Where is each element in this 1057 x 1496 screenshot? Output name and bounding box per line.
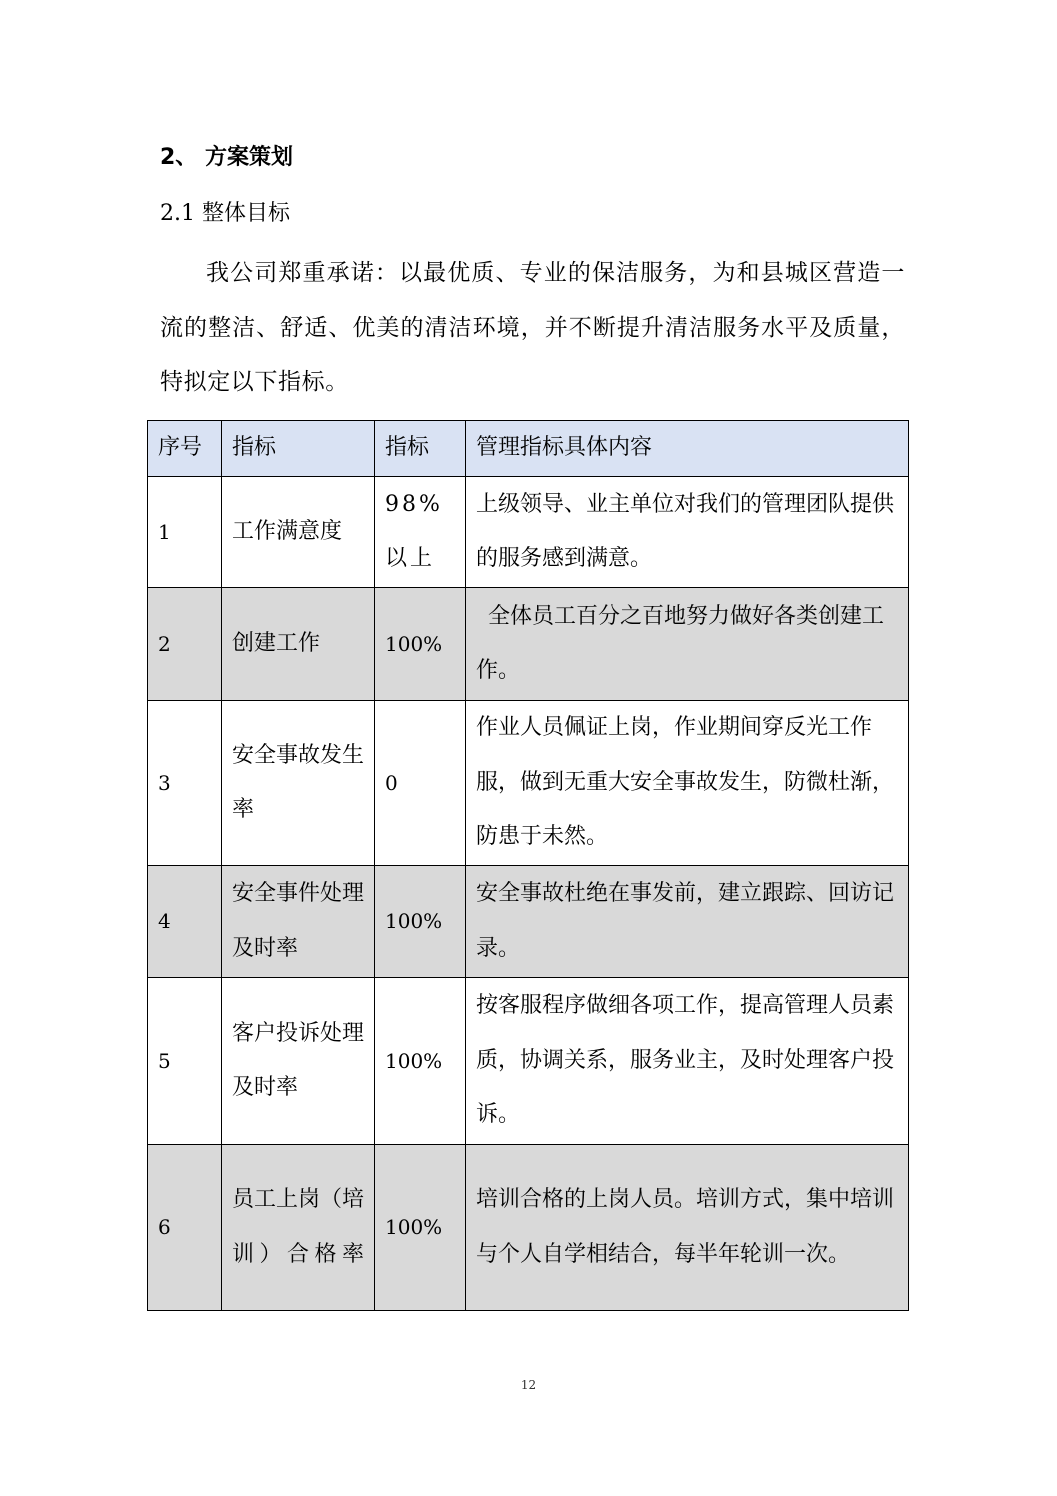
row-content: 全体员工百分之百地努力做好各类创建工作。	[466, 588, 909, 701]
table-row	[148, 866, 909, 978]
section-heading: 2、 方案策划	[160, 145, 293, 170]
intro-paragraph: 我公司郑重承诺：以最优质、专业的保洁服务，为和县城区营造一流的整洁、舒适、优美的清洁环境，并不断提升清洁服务水平及质量，特拟定以下指标。	[160, 260, 905, 395]
row-target: 98%以上	[375, 477, 466, 588]
row-no: 2	[148, 588, 222, 701]
table-row	[148, 588, 909, 701]
table-header-row	[148, 421, 909, 477]
row-target: 100%	[375, 866, 466, 978]
row-indicator: 安全事故发生率	[222, 701, 375, 866]
header-target: 指标	[375, 421, 466, 477]
row-target: 0	[375, 701, 466, 866]
row-content: 上级领导、业主单位对我们的管理团队提供的服务感到满意。	[466, 477, 909, 588]
row-target: 100%	[375, 978, 466, 1145]
header-indicator: 指标	[222, 421, 375, 477]
row-target: 100%	[375, 588, 466, 701]
row-no: 3	[148, 701, 222, 866]
subsection-heading: 2.1 整体目标	[160, 201, 290, 226]
row-no: 6	[148, 1145, 222, 1311]
row-content: 作业人员佩证上岗，作业期间穿反光工作服，做到无重大安全事故发生，防微杜渐，防患于未然。	[466, 701, 909, 866]
table-row	[148, 477, 909, 588]
table-row	[148, 701, 909, 866]
row-indicator: 员工上岗（培训）合格率	[222, 1145, 375, 1311]
row-indicator: 安全事件处理及时率	[222, 866, 375, 978]
row-content: 培训合格的上岗人员。培训方式，集中培训与个人自学相结合，每半年轮训一次。	[466, 1145, 909, 1311]
row-content: 按客服程序做细各项工作，提高管理人员素质，协调关系，服务业主，及时处理客户投诉。	[466, 978, 909, 1145]
row-no: 5	[148, 978, 222, 1145]
table-row	[148, 1145, 909, 1311]
row-target: 100%	[375, 1145, 466, 1311]
row-indicator: 创建工作	[222, 588, 375, 701]
header-no: 序号	[148, 421, 222, 477]
header-content: 管理指标具体内容	[466, 421, 909, 477]
row-indicator: 客户投诉处理及时率	[222, 978, 375, 1145]
page-number: 12	[520, 1378, 537, 1392]
indicator-table	[147, 420, 909, 1311]
row-no: 4	[148, 866, 222, 978]
row-indicator: 工作满意度	[222, 477, 375, 588]
table-row	[148, 978, 909, 1145]
row-no: 1	[148, 477, 222, 588]
row-content: 安全事故杜绝在事发前，建立跟踪、回访记录。	[466, 866, 909, 978]
